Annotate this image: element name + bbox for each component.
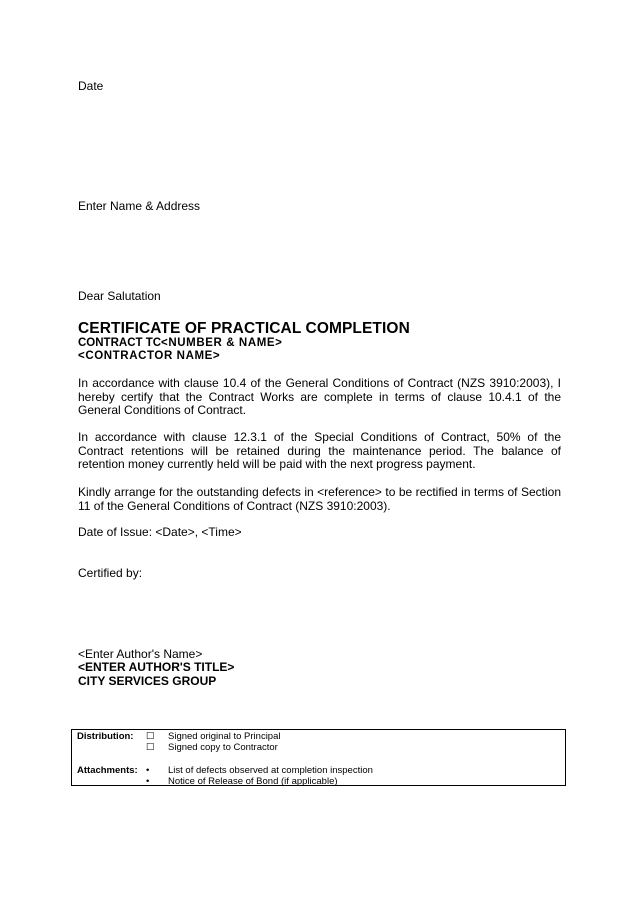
contract-number: <NUMBER & NAME> [161,337,283,349]
distribution-item: Signed copy to Contractor [168,742,278,753]
paragraph-completion: In accordance with clause 10.4 of the General Conditions of Contract (NZS 3910:2003), I hereby certify that the Contract Works are complete in terms of clause 10.4.1 of the General Conditions of Contract. [78,376,561,417]
certified-by: Certified by: [78,566,143,580]
contract-line [78,337,283,349]
salutation: Dear Salutation [78,289,161,303]
date-of-issue: Date of Issue: <Date>, <Time> [78,525,242,539]
bullet-icon: • [146,776,150,787]
recipient-address: Enter Name & Address [78,199,201,213]
paragraph-retentions: In accordance with clause 12.3.1 of the Special Conditions of Contract, 50% of the Contract retentions will be retained during the maintenance period. The balance of retention money currently held will be paid with the next progress payment. [78,430,561,471]
distribution-label: Distribution: [77,731,134,742]
checkbox-icon: ☐ [146,742,155,753]
date-line: Date [78,79,104,93]
paragraph-defects: Kindly arrange for the outstanding defects in <reference> to be rectified in terms of Section 11 of the General Conditions of Contract (NZS 3910:2003). [78,485,561,513]
attachments-label: Attachments: [77,765,138,776]
author-title: <ENTER AUTHOR'S TITLE> [78,660,235,674]
attachment-item: List of defects observed at completion inspection [168,765,373,776]
bullet-icon: • [146,765,150,776]
author-name: <Enter Author's Name> [78,647,203,661]
checkbox-icon: ☐ [146,731,155,742]
distribution-box [71,729,566,786]
organisation-name: CITY SERVICES GROUP [78,674,217,688]
distribution-item: Signed original to Principal [168,731,281,742]
certificate-title: CERTIFICATE OF PRACTICAL COMPLETION [78,320,410,337]
attachment-item: Notice of Release of Bond (if applicable) [168,776,338,787]
contract-prefix: CONTRACT TC [78,337,162,349]
contractor-name: <CONTRACTOR NAME> [78,350,221,362]
